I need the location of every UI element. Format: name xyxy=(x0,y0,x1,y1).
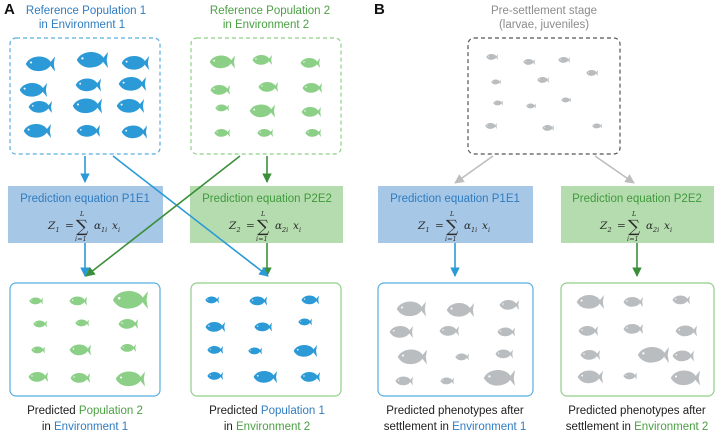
fish-icon xyxy=(673,350,694,361)
ref-pop2-title: Reference Population 2 xyxy=(209,5,331,17)
ref-pop2-fish xyxy=(210,55,322,137)
equation-term: ∑ xyxy=(76,217,89,237)
fish-icon xyxy=(24,124,51,138)
fish-icon xyxy=(624,324,644,334)
ref-pop1-fish xyxy=(20,52,149,139)
pred-pop2-env1-fish xyxy=(29,291,149,387)
fish-icon xyxy=(577,295,604,309)
fish-icon xyxy=(537,77,549,83)
fish-icon xyxy=(500,300,520,310)
caption-pheno-env1-pre: settlement in xyxy=(383,421,453,433)
fish-icon xyxy=(71,373,91,383)
ref-pop1-env: in Environment 1 xyxy=(38,19,126,31)
equation-term: x xyxy=(112,220,118,232)
fish-icon xyxy=(579,326,599,336)
fish-icon xyxy=(122,125,147,138)
fish-icon xyxy=(113,291,148,309)
equation-term: = xyxy=(65,220,74,232)
equation-term: i=1 xyxy=(256,235,268,243)
fish-icon xyxy=(676,325,697,336)
fish-icon xyxy=(491,79,501,84)
equation-term: ∑ xyxy=(446,217,459,237)
equation-term: L xyxy=(632,210,637,218)
fish-icon xyxy=(26,56,55,71)
fish-icon xyxy=(69,296,87,305)
equation-term: x xyxy=(482,220,488,232)
caption-pred-pop1 xyxy=(209,405,325,417)
fish-icon xyxy=(29,372,49,382)
equation-term: ∑ xyxy=(628,217,641,237)
equation-term: α xyxy=(646,220,654,232)
fish-icon xyxy=(398,349,427,364)
caption-pred-pop1-envname: Environment 2 xyxy=(236,421,311,433)
fish-icon xyxy=(119,77,146,91)
caption-pheno-env2-line1: Predicted phenotypes after xyxy=(568,405,706,417)
eq-p1e1-title-a: Prediction equation P1E1 xyxy=(20,193,150,205)
equation-term: i=1 xyxy=(445,235,457,243)
pre-settlement-title: Pre-settlement stage xyxy=(490,5,598,17)
pre-settlement-fish xyxy=(485,54,602,131)
fish-icon xyxy=(558,57,570,63)
fish-icon xyxy=(120,344,136,352)
fish-icon xyxy=(440,326,460,336)
fish-icon xyxy=(624,297,644,307)
fish-icon xyxy=(581,350,601,360)
caption-pred-pop2-pop: Population 2 xyxy=(78,405,143,417)
panel-label-a: A xyxy=(4,1,15,18)
caption-pred-pop2 xyxy=(27,405,143,417)
equation-term: 2i xyxy=(653,226,660,234)
equation-term: ∑ xyxy=(257,217,270,237)
equation-term: x xyxy=(293,220,299,232)
equation-term: i=1 xyxy=(75,235,87,243)
fish-icon xyxy=(301,295,319,304)
arrow-pre-to-eq2 xyxy=(595,156,634,183)
fish-icon xyxy=(672,295,690,304)
equation-term: α xyxy=(464,220,472,232)
fish-icon xyxy=(77,52,108,68)
equation-term: = xyxy=(246,220,255,232)
fish-icon xyxy=(116,371,145,386)
fish-icon xyxy=(523,59,535,65)
fish-icon xyxy=(485,123,497,129)
fish-icon xyxy=(561,97,571,102)
equation-term: L xyxy=(261,210,266,218)
fish-icon xyxy=(33,320,47,327)
fish-icon xyxy=(484,370,515,386)
equation-term: i xyxy=(118,226,121,234)
caption-pred-pop2-pre: Predicted xyxy=(27,405,79,417)
fish-icon xyxy=(73,98,102,113)
fish-icon xyxy=(31,346,45,353)
fish-icon xyxy=(77,125,100,137)
ref-pop1-title: Reference Population 1 xyxy=(25,5,147,17)
fish-icon xyxy=(497,327,515,336)
panel-label-b: B xyxy=(374,1,385,18)
fish-icon xyxy=(303,83,323,93)
fish-icon xyxy=(294,345,317,357)
fish-icon xyxy=(29,297,43,304)
caption-pheno-env2-env: Environment 2 xyxy=(634,421,709,433)
fish-icon xyxy=(210,55,235,68)
fish-icon xyxy=(76,78,101,91)
fish-icon xyxy=(254,371,277,383)
fish-icon xyxy=(215,104,229,111)
fish-icon xyxy=(305,129,321,137)
fish-icon xyxy=(20,83,47,97)
arrow-pre-to-eq1 xyxy=(455,156,493,183)
equation-term: α xyxy=(94,220,102,232)
caption-pheno-env1-env: Environment 1 xyxy=(452,421,527,433)
fish-icon xyxy=(440,377,454,384)
fish-icon xyxy=(638,347,669,363)
caption-pred-pop1-in: in xyxy=(223,421,236,433)
fish-icon xyxy=(486,54,498,60)
caption-pred-pop1-pop: Population 1 xyxy=(260,405,325,417)
fish-icon xyxy=(302,107,322,117)
equation-term: 1 xyxy=(425,226,430,234)
equation-term: 1 xyxy=(55,226,60,234)
equation-term: Z xyxy=(418,220,426,232)
eq-p1e1-title-b: Prediction equation P1E1 xyxy=(390,193,520,205)
fish-icon xyxy=(526,103,536,108)
fish-icon xyxy=(455,353,469,360)
fish-icon xyxy=(671,370,700,385)
caption-pred-pop2-in: in xyxy=(41,421,54,433)
fish-icon xyxy=(586,70,598,76)
fish-icon xyxy=(211,85,231,95)
equation-term: 2 xyxy=(236,226,241,234)
fish-icon xyxy=(578,370,603,383)
fish-icon xyxy=(495,349,513,358)
fish-icon xyxy=(259,82,279,92)
equation-term: i xyxy=(299,226,302,234)
fish-icon xyxy=(493,100,503,105)
fish-icon xyxy=(29,101,52,113)
caption-pred-pop1-env xyxy=(224,421,310,433)
fish-icon xyxy=(254,322,272,331)
fish-icon xyxy=(253,55,273,65)
pheno-env2-fish xyxy=(577,295,700,386)
fish-icon xyxy=(117,99,144,113)
equation-term: i xyxy=(488,226,491,234)
eq-p2e2-title-a: Prediction equation P2E2 xyxy=(202,193,332,205)
fish-icon xyxy=(301,58,321,68)
fish-icon xyxy=(397,301,426,316)
caption-pred-pop1-pre: Predicted xyxy=(209,405,261,417)
fish-icon xyxy=(542,125,554,131)
fish-icon xyxy=(248,347,262,354)
fish-icon xyxy=(205,296,219,303)
fish-icon xyxy=(70,344,91,355)
fish-icon xyxy=(298,318,312,325)
equation-term: α xyxy=(275,220,283,232)
fish-icon xyxy=(75,319,89,326)
equation-term: i=1 xyxy=(627,235,639,243)
equation-term: Z xyxy=(48,220,56,232)
caption-pheno-env2-line2 xyxy=(566,421,709,433)
equation-term: Z xyxy=(600,220,608,232)
eq-p2e2-title-b: Prediction equation P2E2 xyxy=(572,193,702,205)
caption-pheno-env1-line1: Predicted phenotypes after xyxy=(386,405,524,417)
fish-icon xyxy=(301,372,321,382)
fish-icon xyxy=(207,346,223,354)
equation-term: i xyxy=(670,226,673,234)
equation-term: L xyxy=(80,210,85,218)
ref-pop2-env: in Environment 2 xyxy=(222,19,310,31)
fish-icon xyxy=(257,129,273,137)
fish-icon xyxy=(250,104,275,117)
caption-pheno-env2-pre: settlement in xyxy=(565,421,635,433)
fish-icon xyxy=(390,326,413,338)
fish-icon xyxy=(122,56,149,70)
equation-term: 2i xyxy=(282,226,289,234)
fish-icon xyxy=(395,376,413,385)
fish-icon xyxy=(623,372,637,379)
pred-pop1-env2-fish xyxy=(205,295,320,383)
fish-icon xyxy=(249,296,267,305)
equation-term: 2 xyxy=(607,226,612,234)
caption-pred-pop2-env xyxy=(42,421,128,433)
equation-term: 1i xyxy=(101,226,108,234)
equation-term: Z xyxy=(229,220,237,232)
equation-term: x xyxy=(664,220,670,232)
fish-icon xyxy=(207,372,223,380)
caption-pheno-env1-line2 xyxy=(384,421,527,433)
fish-icon xyxy=(447,303,474,317)
pheno-env1-fish xyxy=(390,300,519,386)
equation-term: = xyxy=(617,220,626,232)
fish-icon xyxy=(119,319,139,329)
equation-term: = xyxy=(435,220,444,232)
caption-pred-pop2-envname: Environment 1 xyxy=(54,421,129,433)
equation-term: 1i xyxy=(471,226,478,234)
pre-settlement-subtitle: (larvae, juveniles) xyxy=(498,19,590,31)
fish-icon xyxy=(214,129,230,137)
equation-term: L xyxy=(450,210,455,218)
fish-icon xyxy=(592,123,602,128)
fish-icon xyxy=(206,322,226,332)
